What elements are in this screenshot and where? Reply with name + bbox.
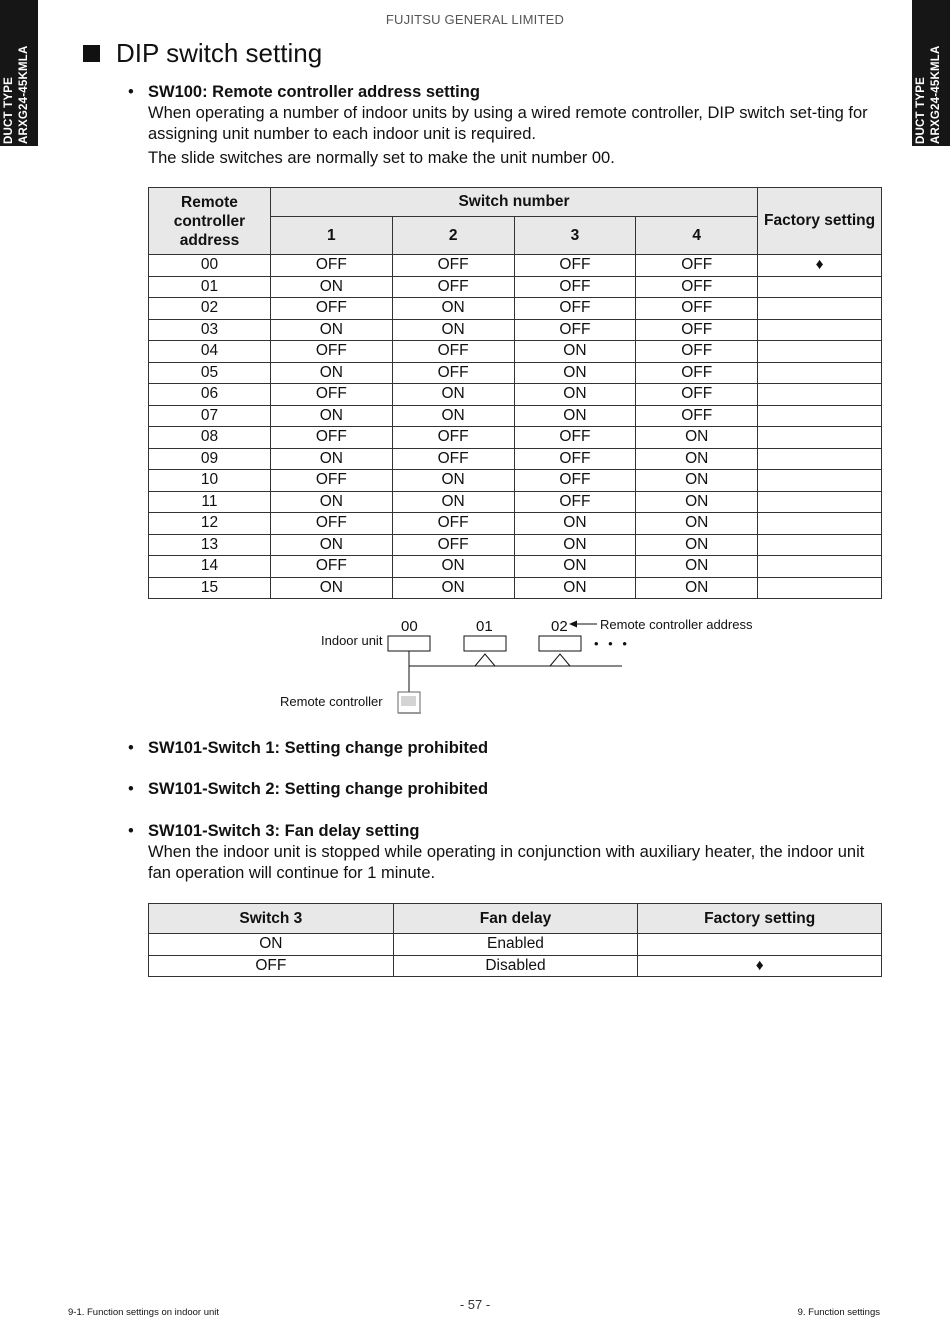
- table-row: [149, 513, 882, 535]
- bullet-icon: •: [128, 780, 134, 798]
- address-cell: 09: [149, 448, 271, 470]
- switch-1-cell: ON: [270, 448, 392, 470]
- col-header-switch-1: 1: [270, 217, 392, 255]
- address-cell: 12: [149, 513, 271, 535]
- sw101-3-heading: SW101-Switch 3: Fan delay setting: [148, 822, 420, 840]
- switch-2-cell: OFF: [392, 448, 514, 470]
- address-label: Remote controller address: [600, 617, 753, 632]
- factory-cell: [758, 556, 882, 578]
- switch-3-cell: OFF: [514, 276, 636, 298]
- fan-delay-cell: Disabled: [393, 955, 638, 977]
- bullet-icon: •: [128, 83, 134, 101]
- switch-4-cell: OFF: [636, 405, 758, 427]
- switch-3-cell: OFF: [514, 448, 636, 470]
- switch-1-cell: OFF: [270, 470, 392, 492]
- side-tab-line2: ARXG24-45KMLA: [18, 45, 30, 144]
- col-header-factory: Factory setting: [758, 188, 882, 255]
- factory-cell: [758, 491, 882, 513]
- address-cell: 02: [149, 298, 271, 320]
- col-header-factory-setting: Factory setting: [638, 904, 882, 934]
- address-cell: 10: [149, 470, 271, 492]
- switch-4-cell: OFF: [636, 384, 758, 406]
- switch-2-cell: OFF: [392, 276, 514, 298]
- bus-wire: [409, 651, 622, 666]
- col-header-switch-2: 2: [392, 217, 514, 255]
- factory-cell: [758, 405, 882, 427]
- table-row: [149, 577, 882, 599]
- remote-controller-label: Remote controller: [280, 694, 383, 709]
- factory-cell: [758, 362, 882, 384]
- table-row: [149, 276, 882, 298]
- switch-2-cell: OFF: [392, 341, 514, 363]
- sw100-block: [128, 82, 868, 169]
- sw101-3-block: [128, 821, 888, 884]
- address-cell: 01: [149, 276, 271, 298]
- address-cell: 06: [149, 384, 271, 406]
- switch-4-cell: ON: [636, 556, 758, 578]
- side-tab-line1: DUCT TYPE: [3, 77, 15, 144]
- switch-2-cell: OFF: [392, 362, 514, 384]
- square-bullet-icon: [83, 45, 100, 62]
- switch-3-cell: ON: [514, 577, 636, 599]
- switch-2-cell: ON: [392, 384, 514, 406]
- fan-delay-cell: Enabled: [393, 934, 638, 956]
- table-row: [149, 427, 882, 449]
- brand-header: FUJITSU GENERAL LIMITED: [385, 12, 565, 27]
- switch-1-cell: OFF: [270, 427, 392, 449]
- switch-2-cell: ON: [392, 298, 514, 320]
- fan-delay-table: [148, 903, 882, 977]
- footer-left: 9-1. Function settings on indoor unit: [68, 1307, 220, 1318]
- switch-3-cell: OFF: [514, 319, 636, 341]
- table-row: [149, 319, 882, 341]
- factory-cell: [758, 534, 882, 556]
- table-row: [149, 341, 882, 363]
- switch-3-cell: ON: [514, 384, 636, 406]
- col-header-switch-number: Switch number: [270, 188, 757, 217]
- switch-4-cell: ON: [636, 491, 758, 513]
- address-arrow-head: [569, 621, 577, 628]
- switch-3-cell: ON: [514, 556, 636, 578]
- switch-2-cell: ON: [392, 577, 514, 599]
- factory-cell: [758, 448, 882, 470]
- switch-4-cell: ON: [636, 513, 758, 535]
- switch-2-cell: ON: [392, 556, 514, 578]
- sw101-1-heading: SW101-Switch 1: Setting change prohibited: [148, 739, 489, 757]
- side-tab-line1: DUCT TYPE: [915, 77, 927, 144]
- switch-1-cell: OFF: [270, 513, 392, 535]
- col-header-address: Remote controller address: [149, 188, 271, 255]
- table-row: [149, 362, 882, 384]
- section-title: [83, 38, 322, 69]
- switch-3-cell: OFF: [514, 427, 636, 449]
- switch-1-cell: ON: [270, 405, 392, 427]
- switch-4-cell: ON: [636, 534, 758, 556]
- address-cell: 14: [149, 556, 271, 578]
- table-row: [149, 448, 882, 470]
- address-cell: 11: [149, 491, 271, 513]
- switch-2-cell: OFF: [392, 513, 514, 535]
- switch-2-cell: OFF: [392, 534, 514, 556]
- factory-cell: ♦: [638, 955, 882, 977]
- switch-4-cell: OFF: [636, 319, 758, 341]
- switch-3-cell: OFF: [514, 470, 636, 492]
- factory-cell: [758, 577, 882, 599]
- switch3-cell: ON: [149, 934, 394, 956]
- switch-3-cell: ON: [514, 341, 636, 363]
- switch-4-cell: ON: [636, 427, 758, 449]
- sw101-2-block: [128, 779, 488, 800]
- switch-3-cell: ON: [514, 362, 636, 384]
- switch-2-cell: ON: [392, 491, 514, 513]
- address-table: [148, 187, 882, 599]
- switch-3-cell: OFF: [514, 255, 636, 277]
- table-row: [149, 556, 882, 578]
- address-cell: 13: [149, 534, 271, 556]
- table-row: [149, 934, 882, 956]
- address-cell: 07: [149, 405, 271, 427]
- switch-2-cell: OFF: [392, 427, 514, 449]
- factory-cell: [758, 384, 882, 406]
- indoor-unit-box-01: [464, 636, 506, 651]
- table-row: [149, 384, 882, 406]
- bullet-icon: •: [128, 822, 134, 840]
- unit-address-02: 02: [551, 618, 568, 635]
- wire-drop-02: [550, 654, 570, 666]
- switch-4-cell: ON: [636, 448, 758, 470]
- switch-2-cell: OFF: [392, 255, 514, 277]
- wire-drop-01: [475, 654, 495, 666]
- table-row: [149, 955, 882, 977]
- switch-3-cell: OFF: [514, 491, 636, 513]
- unit-address-00: 00: [401, 618, 418, 635]
- switch-4-cell: OFF: [636, 255, 758, 277]
- switch-1-cell: OFF: [270, 384, 392, 406]
- table-row: [149, 534, 882, 556]
- factory-cell: [758, 319, 882, 341]
- col-header-switch-3: 3: [514, 217, 636, 255]
- factory-cell: [758, 427, 882, 449]
- sw100-description: When operating a number of indoor units by using a wired remote controller, DIP switch set-ting for assigning unit number to each indoor unit is required.: [148, 104, 868, 143]
- factory-cell: [758, 276, 882, 298]
- address-cell: 00: [149, 255, 271, 277]
- switch-2-cell: ON: [392, 470, 514, 492]
- switch-3-cell: ON: [514, 513, 636, 535]
- table-row: [149, 298, 882, 320]
- sw101-1-block: [128, 738, 488, 759]
- factory-cell: ♦: [758, 255, 882, 277]
- ellipsis-more-units: • • •: [594, 636, 630, 651]
- switch-4-cell: OFF: [636, 298, 758, 320]
- switch-2-cell: ON: [392, 319, 514, 341]
- page-number: - 57 -: [459, 1297, 491, 1312]
- footer-right: 9. Function settings: [797, 1307, 880, 1318]
- switch-1-cell: ON: [270, 534, 392, 556]
- col-header-switch-4: 4: [636, 217, 758, 255]
- switch-1-cell: ON: [270, 491, 392, 513]
- sw101-3-description: When the indoor unit is stopped while operating in conjunction with auxiliary heater, the indoor unit fan operation will continue for 1 minute.: [148, 843, 865, 882]
- factory-cell: [758, 298, 882, 320]
- switch-3-cell: OFF: [514, 298, 636, 320]
- col-header-switch3: Switch 3: [149, 904, 394, 934]
- address-cell: 03: [149, 319, 271, 341]
- factory-cell: [758, 513, 882, 535]
- switch-1-cell: ON: [270, 577, 392, 599]
- switch-1-cell: ON: [270, 319, 392, 341]
- table-row: [149, 470, 882, 492]
- factory-cell: [638, 934, 882, 956]
- switch-2-cell: ON: [392, 405, 514, 427]
- switch-4-cell: OFF: [636, 276, 758, 298]
- switch-4-cell: ON: [636, 470, 758, 492]
- sw100-note: The slide switches are normally set to make the unit number 00.: [148, 149, 615, 167]
- switch-4-cell: OFF: [636, 341, 758, 363]
- sw101-2-heading: SW101-Switch 2: Setting change prohibited: [148, 780, 489, 798]
- table-row: [149, 491, 882, 513]
- table-row: [149, 255, 882, 277]
- indoor-unit-box-02: [539, 636, 581, 651]
- indoor-unit-label: Indoor unit: [321, 633, 383, 648]
- address-cell: 04: [149, 341, 271, 363]
- section-title-text: DIP switch setting: [116, 38, 323, 68]
- switch-1-cell: OFF: [270, 298, 392, 320]
- switch-1-cell: OFF: [270, 255, 392, 277]
- indoor-unit-box-00: [388, 636, 430, 651]
- factory-cell: [758, 470, 882, 492]
- factory-cell: [758, 341, 882, 363]
- address-cell: 15: [149, 577, 271, 599]
- switch-4-cell: OFF: [636, 362, 758, 384]
- switch-3-cell: ON: [514, 405, 636, 427]
- unit-address-01: 01: [476, 618, 493, 635]
- switch-1-cell: OFF: [270, 341, 392, 363]
- switch3-cell: OFF: [149, 955, 394, 977]
- switch-1-cell: ON: [270, 362, 392, 384]
- switch-3-cell: ON: [514, 534, 636, 556]
- remote-controller-icon: [398, 692, 420, 713]
- bullet-icon: •: [128, 739, 134, 757]
- side-tab-line2: ARXG24-45KMLA: [930, 45, 942, 144]
- switch-4-cell: ON: [636, 577, 758, 599]
- sw100-heading: SW100: Remote controller address setting: [148, 83, 480, 101]
- table-row: [149, 405, 882, 427]
- col-header-fan-delay: Fan delay: [393, 904, 638, 934]
- address-cell: 05: [149, 362, 271, 384]
- switch-1-cell: OFF: [270, 556, 392, 578]
- address-cell: 08: [149, 427, 271, 449]
- switch-1-cell: ON: [270, 276, 392, 298]
